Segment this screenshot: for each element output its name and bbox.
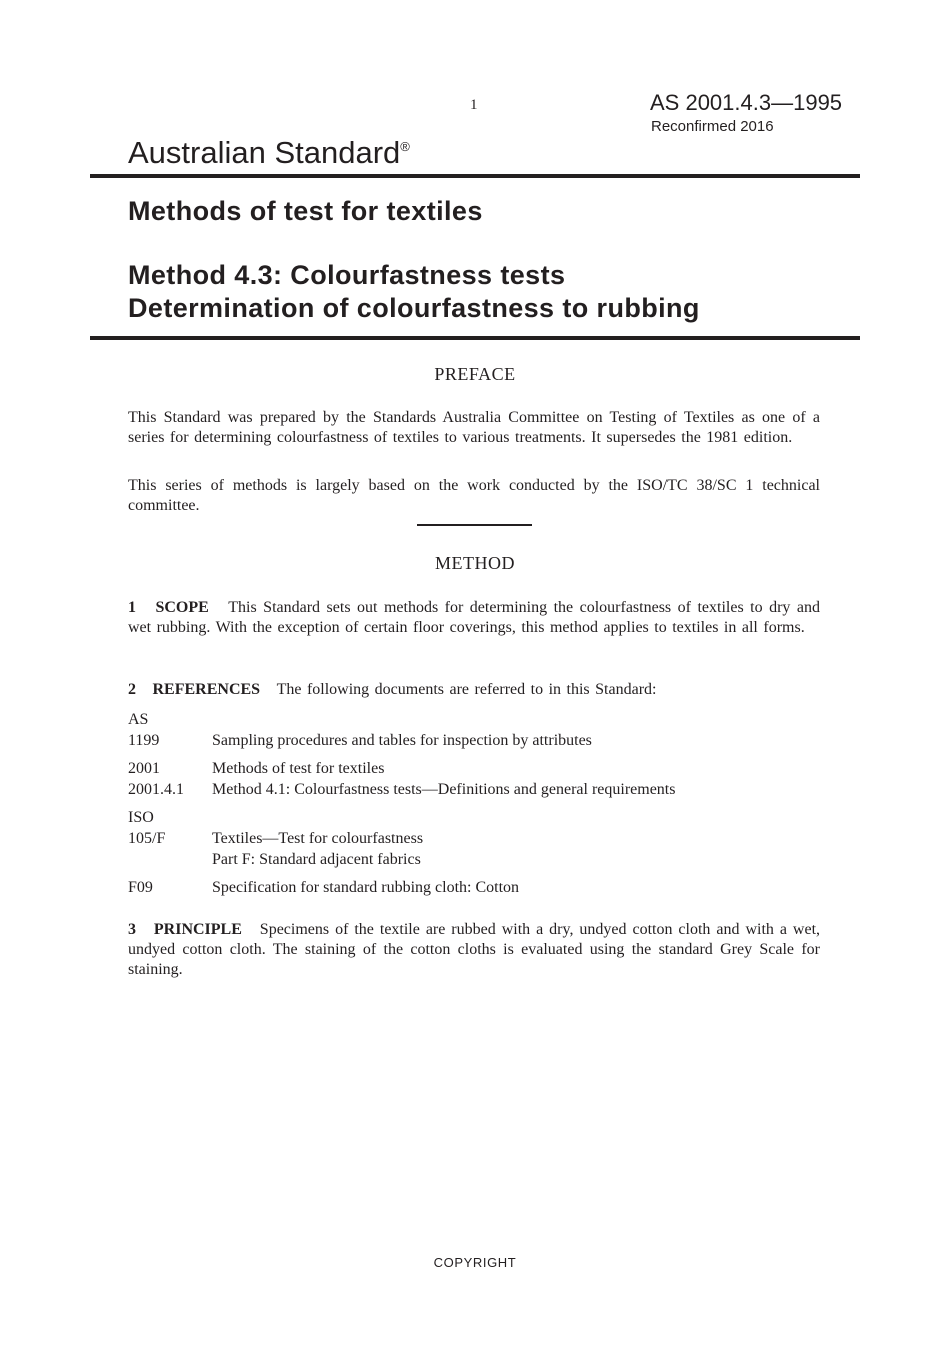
reference-item: [128, 877, 675, 898]
principle-label: PRINCIPLE: [153, 921, 242, 938]
preface-paragraph-2: This series of methods is largely based on the work conducted by the ISO/TC 38/SC 1 technical committee.: [128, 477, 820, 514]
method-title-line: Method 4.3: Colourfastness tests: [128, 260, 566, 290]
references-intro: The following documents are referred to in this Standard:: [276, 681, 657, 698]
references-label: REFERENCES: [152, 681, 261, 698]
section-divider: [417, 524, 532, 526]
top-rule: [90, 174, 860, 178]
reference-title: Method 4.1: Colourfastness tests—Definitions and general requirements: [212, 781, 676, 798]
reference-subtitle: Part F: Standard adjacent fabrics: [212, 851, 421, 868]
principle-clause: [128, 920, 820, 980]
preface-heading: PREFACE: [434, 364, 516, 384]
reference-group-label: AS: [128, 711, 149, 728]
reference-title: Specification for standard rubbing cloth: Cotton: [212, 879, 520, 896]
principle-number: 3: [128, 921, 136, 938]
brand-title: [128, 135, 410, 171]
reference-code: F09: [128, 879, 153, 896]
references-clause: [128, 680, 820, 700]
reference-item: [128, 779, 675, 800]
registered-mark: ®: [400, 139, 410, 154]
reference-code: 105/F: [128, 830, 166, 847]
brand-name: Australian Standard: [128, 135, 401, 170]
scope-number: 1: [128, 599, 136, 616]
principle-text: Specimens of the textile are rubbed with a dry, undyed cotton cloth and with a wet, undyed cotton cloth. The staining of the cotton cloths is evaluated using the standard Grey Scale for staining.: [128, 921, 821, 978]
reference-item: [128, 730, 675, 751]
method-subtitle-line: Determination of colourfastness to rubbing: [128, 293, 700, 323]
page-number: 1: [470, 97, 478, 113]
references-list: [128, 709, 675, 898]
copyright-notice: COPYRIGHT: [433, 1255, 517, 1270]
reference-code: 1199: [128, 732, 160, 749]
reconfirmed-note: Reconfirmed 2016: [651, 118, 774, 135]
scope-clause: [128, 598, 820, 638]
standard-number: AS 2001.4.3—1995: [650, 90, 843, 115]
preface-paragraph-1: This Standard was prepared by the Standards Australia Committee on Testing of Textiles as one of a series for determining colourfastness of textiles to various treatments. It supersedes the 1981 edition.: [128, 409, 820, 446]
document-title: Methods of test for textiles: [128, 196, 483, 226]
references-number: 2: [128, 681, 136, 698]
method-title: [128, 259, 700, 325]
reference-group-label: ISO: [128, 809, 154, 826]
reference-code: 2001: [128, 760, 160, 777]
reference-title: Methods of test for textiles: [212, 760, 385, 777]
method-heading: METHOD: [435, 553, 515, 573]
reference-title: Textiles—Test for colourfastness: [212, 830, 424, 847]
reference-item: [128, 849, 675, 870]
scope-label: SCOPE: [155, 599, 209, 616]
reference-code: 2001.4.1: [128, 781, 184, 798]
reference-item: [128, 758, 675, 779]
reference-item: [128, 828, 675, 849]
title-rule: [90, 336, 860, 340]
scope-text: This Standard sets out methods for determining the colourfastness of textiles to dry and wet rubbing. With the exception of certain floor coverings, this method applies to textiles in all forms.: [128, 599, 820, 636]
reference-title: Sampling procedures and tables for inspection by attributes: [212, 732, 592, 749]
